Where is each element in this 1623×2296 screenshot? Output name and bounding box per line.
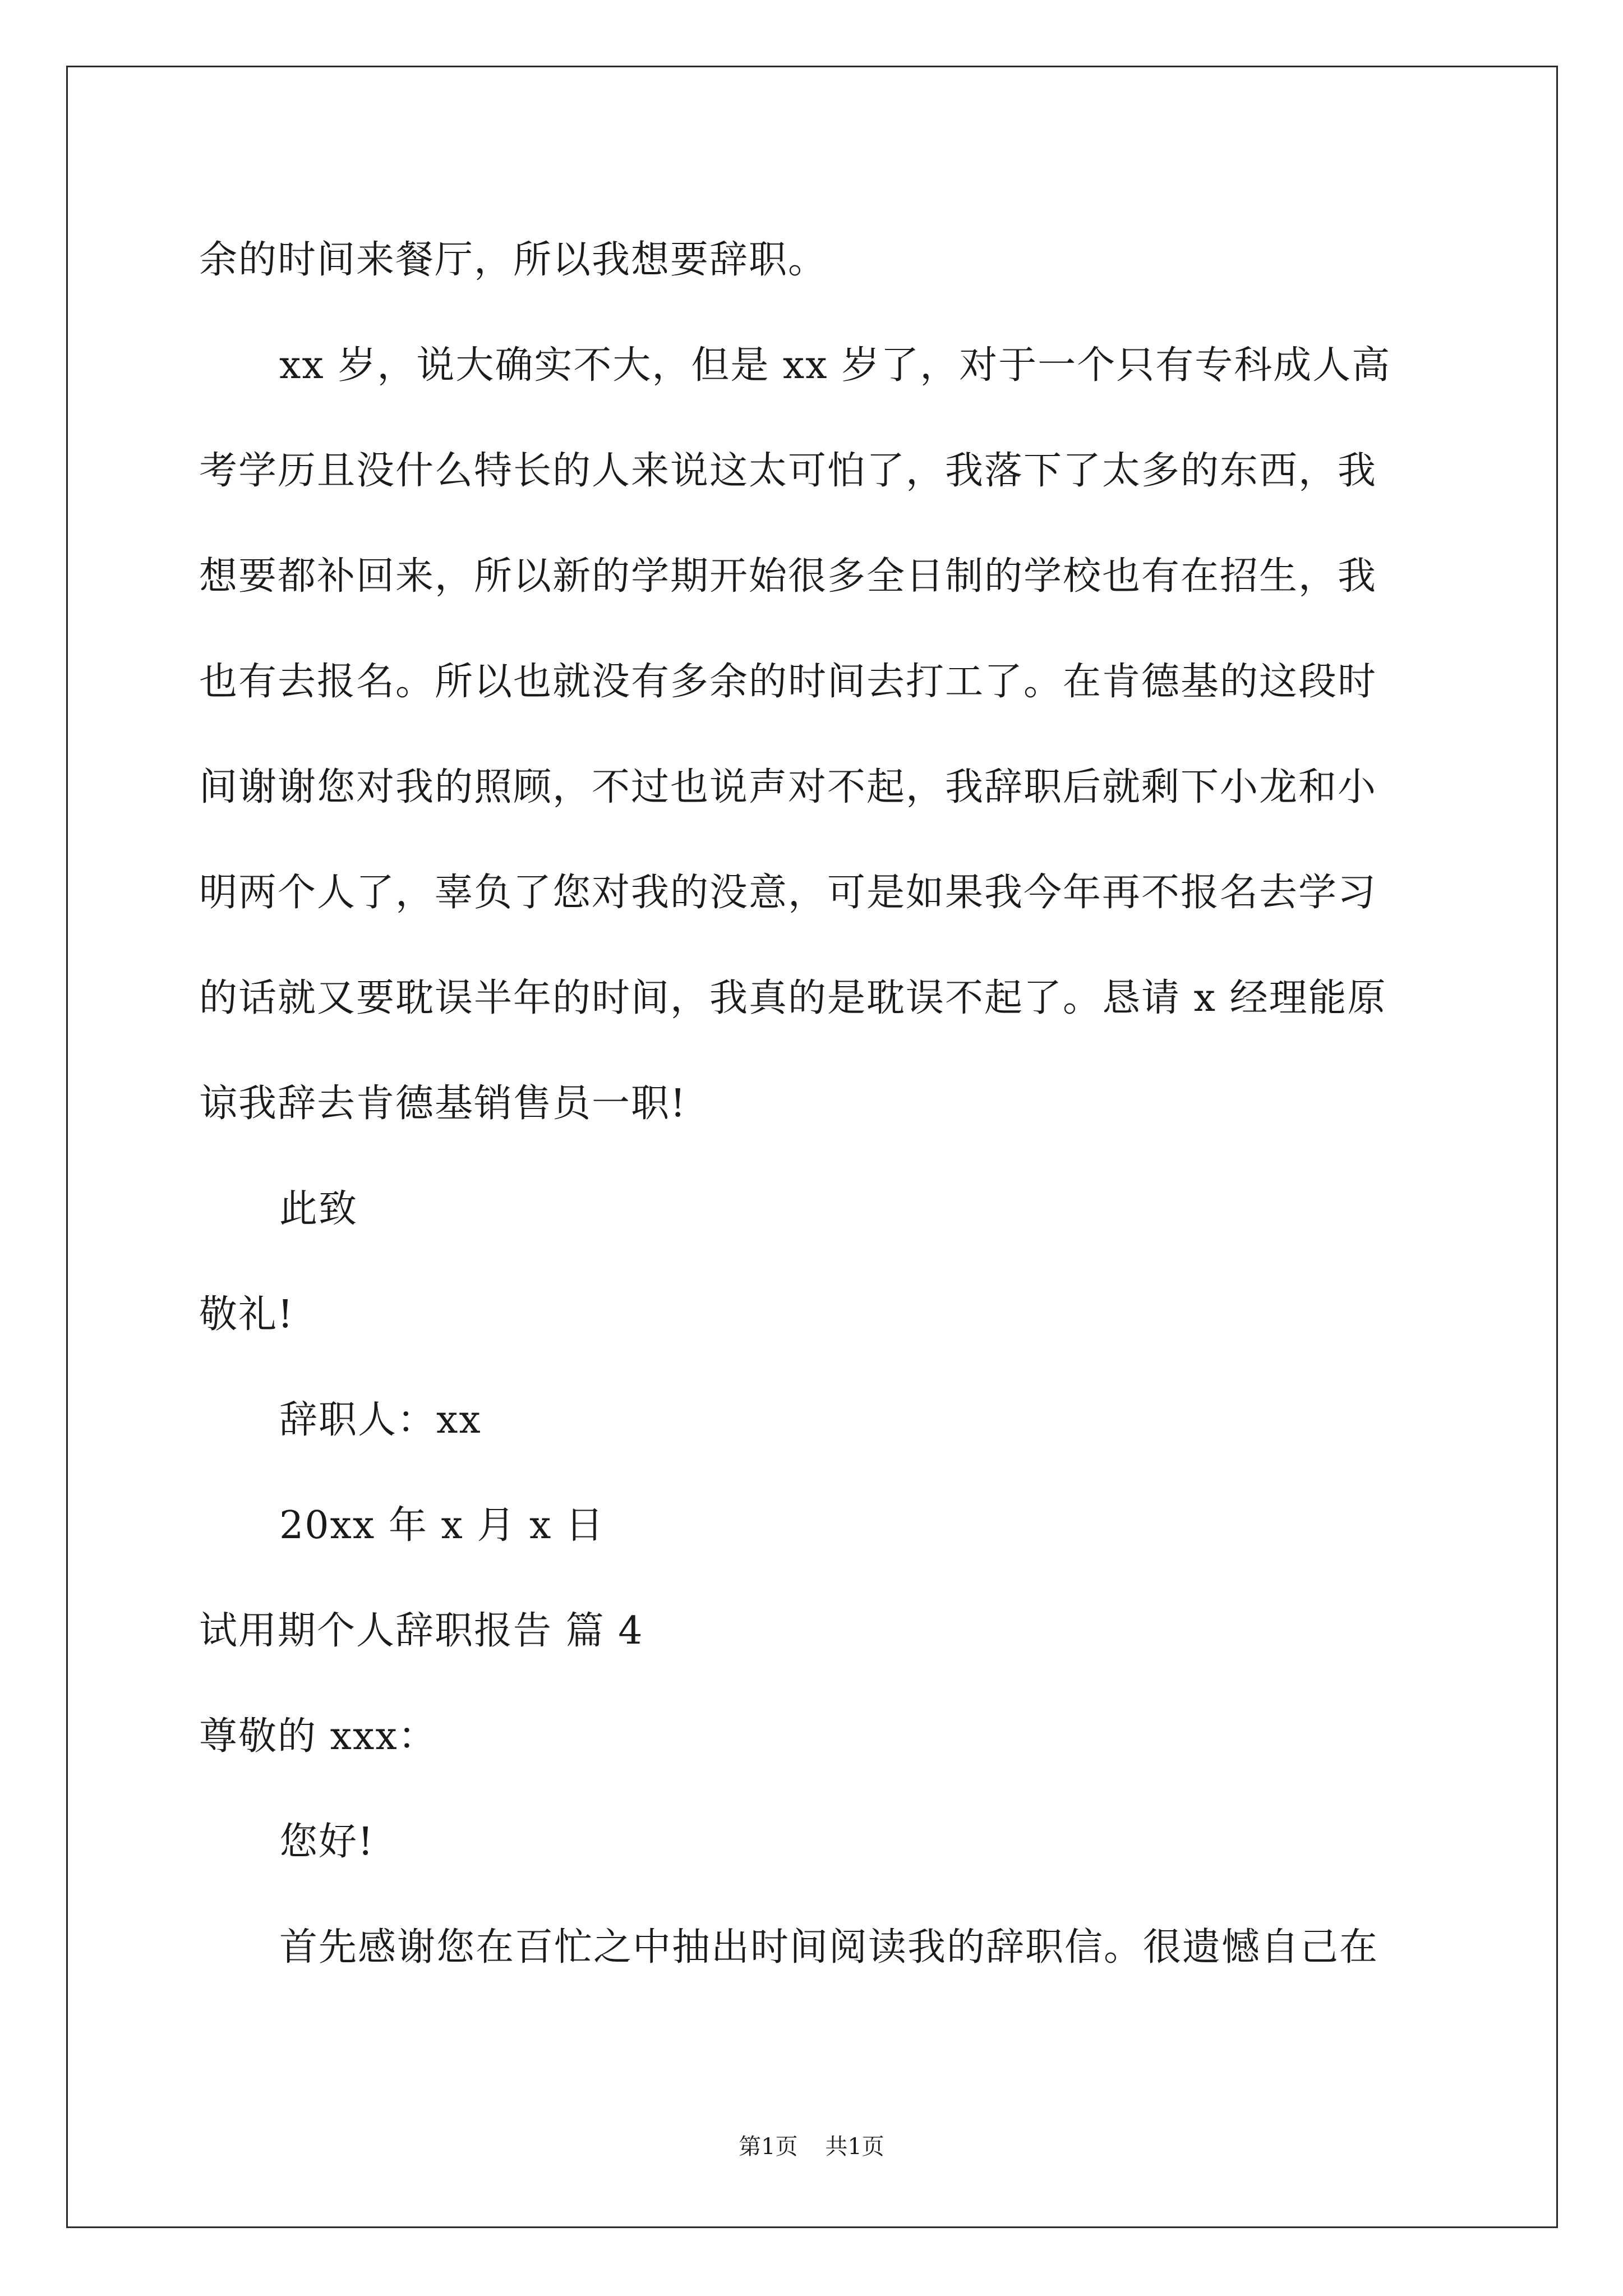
text-line: 想要都补回来，所以新的学期开始很多全日制的学校也有在招生，我 bbox=[199, 554, 1377, 599]
greeting-recipient: 尊敬的 xxx： bbox=[199, 1714, 437, 1759]
greeting: 您好! bbox=[279, 1820, 375, 1864]
closing-phrase: 此致 bbox=[279, 1187, 358, 1231]
text-line: 也有去报名。所以也就没有多余的时间去打工了。在肯德基的这段时 bbox=[199, 660, 1377, 704]
page-number: 第1页 bbox=[739, 2134, 798, 2160]
salutation-closing: 敬礼! bbox=[199, 1292, 294, 1337]
date-line: 20xx 年 x 月 x 日 bbox=[279, 1503, 605, 1548]
text-line: 谅我辞去肯德基销售员一职! bbox=[199, 1082, 687, 1126]
text-line: 首先感谢您在百忙之中抽出时间阅读我的辞职信。很遗憾自己在 bbox=[279, 1925, 1379, 1970]
text-line: 明两个人了，辜负了您对我的没意，可是如果我今年再不报名去学习 bbox=[199, 871, 1377, 915]
page-total: 共1页 bbox=[825, 2134, 884, 2160]
text-line: 余的时间来餐厅，所以我想要辞职。 bbox=[199, 238, 828, 282]
section-heading: 试用期个人辞职报告 篇 4 bbox=[199, 1609, 644, 1653]
document-body bbox=[199, 208, 1433, 2000]
signature-line: 辞职人：xx bbox=[279, 1398, 482, 1442]
text-line: 间谢谢您对我的照顾，不过也说声对不起，我辞职后就剩下小龙和小 bbox=[199, 765, 1377, 809]
page-footer bbox=[0, 2129, 1623, 2161]
text-line: 的话就又要耽误半年的时间，我真的是耽误不起了。恳请 x 经理能原 bbox=[199, 976, 1387, 1020]
text-line: xx 岁，说大确实不大，但是 xx 岁了，对于一个只有专科成人高 bbox=[279, 343, 1391, 388]
text-line: 考学历且没什么特长的人来说这太可怕了，我落下了太多的东西，我 bbox=[199, 449, 1377, 493]
